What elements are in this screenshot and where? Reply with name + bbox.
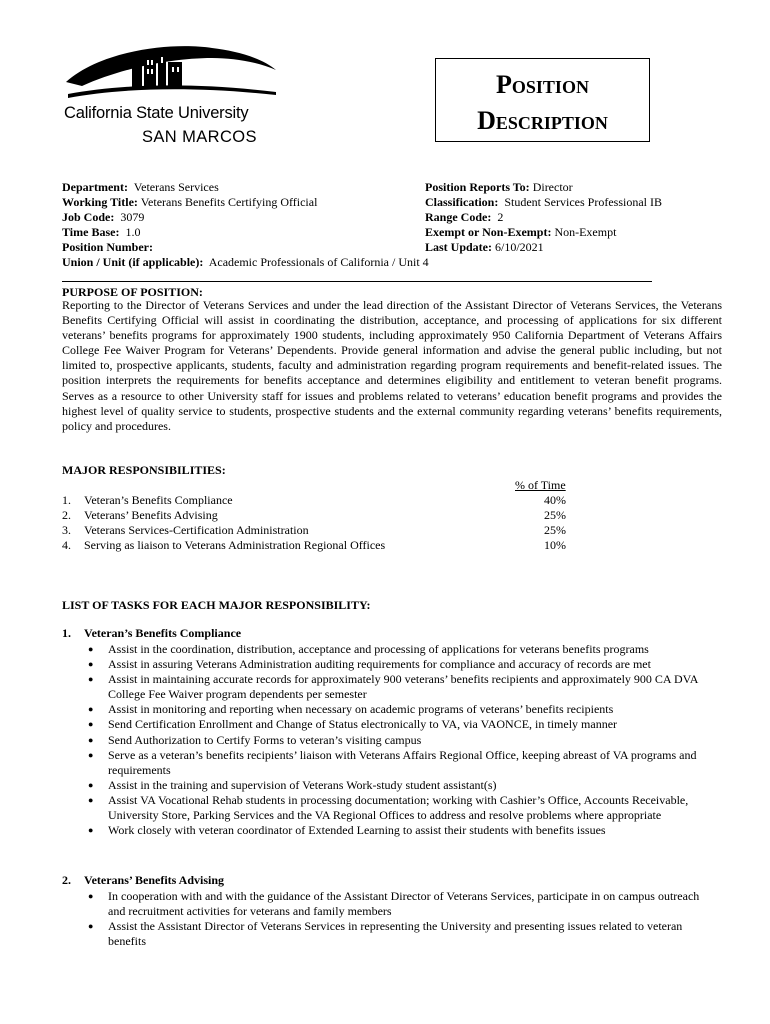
responsibility-item: 1. Veteran’s Benefits Compliance 40%: [62, 493, 566, 507]
purpose-paragraph: Reporting to the Director of Veterans Services and under the lead direction of the Assistant Director of Veterans Services, the Veterans Benefits Certifying Official will assist in coordinating the distribution, acceptance, and processing of applications for six different veterans’ benefits programs for approximately 1900 students, including approximately 950 California Department of Veterans Affairs College Fee Waiver Program for Veterans’ Dependents. Provide general information and advise the general public including, but not limited to, prospective applicants, students, faculty and administration regarding program requirements and benefit-related issues. The position interprets the requirements for benefits acceptance and determines eligibility and entitlement to veteran benefit programs. Serves as a resource to other University staff for issues and problems related to veterans’ education benefit programs and provides the highest level of quality service to students, prospective students and the external community regarding veterans’ benefits requirements, policy and procedures.: [62, 298, 722, 433]
meta-union: Union / Unit (if applicable): Academic Professionals of California / Unit 4: [62, 255, 429, 269]
task-section-title: 2. Veterans’ Benefits Advising: [62, 873, 225, 887]
meta-range-code: Range Code: 2: [425, 210, 504, 224]
bullet-icon: ●: [88, 659, 94, 670]
meta-last-update: Last Update: 6/10/2021: [425, 240, 544, 254]
meta-position-number: Position Number:: [62, 240, 153, 254]
task-item: ● Assist in the coordination, distribution, acceptance and processing of applications for veterans benefits programs: [88, 642, 649, 656]
bullet-icon: ●: [88, 674, 94, 685]
task-item: ● Send Certification Enrollment and Change of Status electronically to VA, via VAONCE, in timely manner: [88, 717, 618, 732]
task-item: ● Assist in monitoring and reporting when necessary on academic programs of veterans’ benefits recipients: [88, 702, 614, 717]
bullet-icon: ●: [88, 794, 94, 805]
purpose-heading: PURPOSE OF POSITION:: [62, 285, 203, 299]
meta-working-title: Working Title: Veterans Benefits Certifying Official: [62, 195, 318, 209]
document-title-box: [435, 58, 650, 142]
meta-right-column: [425, 180, 662, 255]
logo-skyline-icon: [62, 42, 282, 104]
meta-time-base: Time Base: 1.0: [62, 225, 141, 239]
task-item: ● Assist the Assistant Director of Veterans Services in representing the University and presenting issues related to veteran benefits: [88, 919, 683, 949]
meta-department: Department: Veterans Services: [62, 180, 219, 194]
task-item: ● Send Authorization to Certify Forms to veteran’s visiting campus: [88, 732, 422, 747]
responsibility-percent: 40%: [544, 493, 566, 507]
task-item: ● Assist in assuring Veterans Administration auditing requirements for compliance and accuracy of records are met: [88, 657, 651, 672]
title-line-1: Position: [496, 70, 589, 99]
meta-left-column: [62, 180, 429, 270]
task-item: ● Assist in the training and supervision of Veterans Work-study student assistant(s): [88, 777, 497, 792]
task-item: ● Assist VA Vocational Rehab students in processing documentation; working with Cashier’s Office, Accounts Receivable, University Store, Parking Services and the VA Regional Offices to address and resolve problems where appropriate: [88, 792, 689, 823]
bullet-icon: ●: [88, 749, 94, 760]
responsibility-item: 2. Veterans’ Benefits Advising 25%: [62, 508, 566, 523]
meta-exempt: Exempt or Non-Exempt: Non-Exempt: [425, 225, 617, 239]
bullet-icon: ●: [88, 719, 94, 730]
bullet-icon: ●: [88, 891, 94, 901]
bullet-icon: ●: [88, 704, 94, 715]
bullet-icon: ●: [88, 734, 94, 745]
bullet-icon: ●: [88, 779, 94, 790]
percent-time-header: % of Time: [515, 478, 566, 492]
bullet-icon: ●: [88, 825, 94, 836]
tasks-heading: LIST OF TASKS FOR EACH MAJOR RESPONSIBILITY:: [62, 598, 371, 612]
meta-classification: Classification: Student Services Professional IB: [425, 195, 662, 209]
university-logo: [62, 42, 282, 152]
task-item: ● Assist in maintaining accurate records for approximately 900 veterans’ benefits recipients and approximately 900 CA DVA College Fee Waiver program dependents per semester: [88, 672, 698, 702]
divider-line: [62, 281, 652, 282]
responsibility-percent: 25%: [544, 508, 566, 523]
logo-university-name: California State University: [64, 104, 249, 122]
major-responsibilities-list: [62, 493, 582, 553]
major-responsibilities-heading: MAJOR RESPONSIBILITIES:: [62, 463, 226, 477]
task-section-title: 1. Veteran’s Benefits Compliance: [62, 626, 242, 640]
meta-reports-to: Position Reports To: Director: [425, 180, 573, 194]
bullet-icon: ●: [88, 644, 94, 654]
task-item: ● Work closely with veteran coordinator of Extended Learning to assist their students with benefits issues: [88, 823, 606, 838]
logo-campus-name: SAN MARCOS: [142, 128, 257, 146]
responsibility-percent: 10%: [544, 538, 566, 553]
responsibility-item: 4. Serving as liaison to Veterans Administration Regional Offices 10%: [62, 538, 566, 553]
bullet-icon: ●: [88, 921, 94, 932]
task-section-2: [62, 873, 722, 949]
task-section-1: [62, 626, 722, 838]
task-item: ● In cooperation with and with the guidance of the Assistant Director of Veterans Services, participate in on campus outreach and recruitment activities for veterans and family members: [88, 889, 700, 919]
task-item: ● Serve as a veteran’s benefits recipients’ liaison with Veterans Affairs Regional Office, keeping abreast of VA programs and requirements: [88, 747, 697, 777]
meta-job-code: Job Code: 3079: [62, 210, 145, 224]
title-line-2: Description: [477, 106, 608, 135]
responsibility-percent: 25%: [544, 523, 566, 538]
responsibility-item: 3. Veterans Services-Certification Administration 25%: [62, 523, 566, 538]
